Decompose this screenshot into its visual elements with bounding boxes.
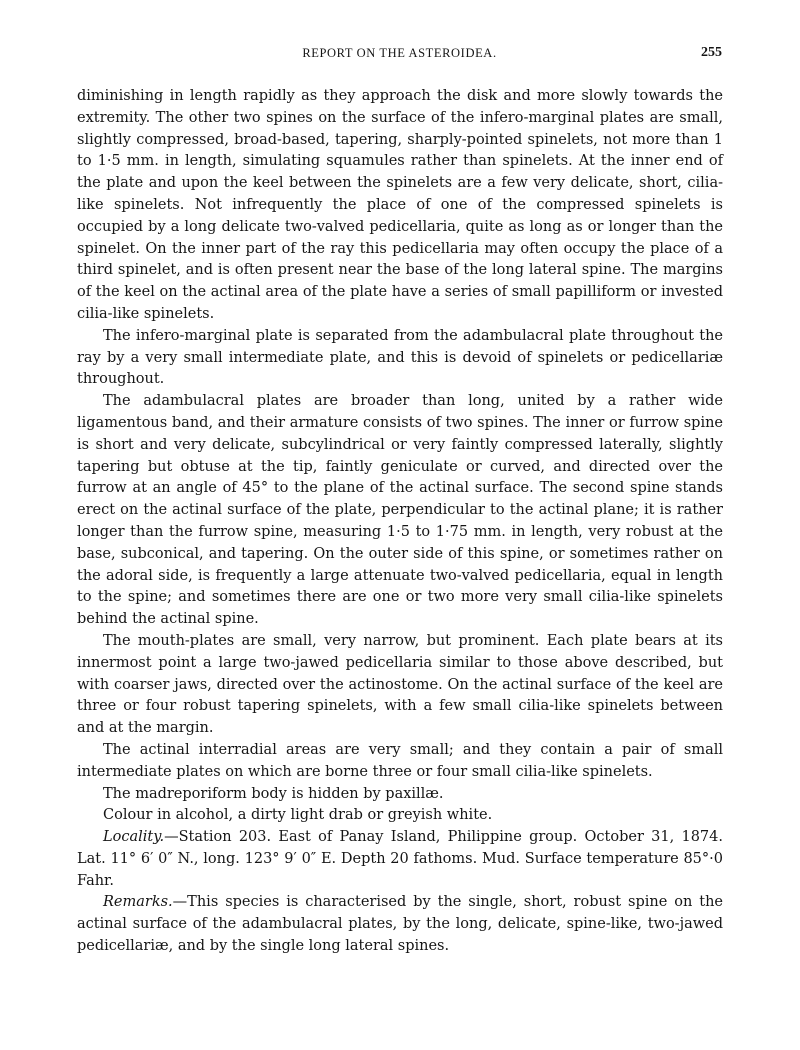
paragraph-remarks — [77, 892, 723, 957]
paragraph-mouth-plates — [77, 631, 723, 740]
paragraph-colour — [77, 805, 723, 827]
body-text — [77, 86, 723, 958]
page-number: 255 — [701, 45, 722, 60]
paragraph-interradial-areas — [77, 740, 723, 784]
page-header — [77, 46, 722, 66]
paragraph-text: The mouth-plates are small, very narrow, but prominent. Each plate bears at its innermost point a large two-jawed pedicellaria similar to those above described, but with coarser jaws, directed over the actinostome. On the actinal surface of the keel are three or four robust tapering spinelets, with a few small cilia-like spinelets between and at the margin. — [77, 632, 723, 737]
paragraph-infero-marginal-plate — [77, 326, 723, 391]
paragraph-text: The adambulacral plates are broader than long, united by a rather wide ligamentous band, and their armature consists of two spines. The inner or furrow spine is short and very delicate, subcylindrical or very faintly compressed laterally, slightly tapering but obtuse at the tip, faintly geniculate or curved, and directed over the furrow at an angle of 45° to the plane of the actinal surface. The second spine stands erect on the actinal surface of the plate, perpendicular to the actinal plane; it is rather longer than the furrow spine, measuring 1·5 to 1·75 mm. in length, very robust at the base, subconical, and tapering. On the outer side of this spine, or sometimes rather on the adoral side, is frequently a large attenuate two-valved pedicellaria, equal in length to the spine; and sometimes there are one or two more very small cilia-like spinelets behind the actinal spine. — [77, 393, 723, 628]
locality-heading: Locality. — [103, 829, 165, 846]
running-title: REPORT ON THE ASTEROIDEA. — [302, 46, 497, 60]
paragraph-text: —This species is characterised by the single, short, robust spine on the actinal surface of the adambulacral plates, by the long, delicate, spine-like, two-jawed pedicellariæ, and by the single long lateral spines. — [77, 894, 723, 955]
paragraph-text: The infero-marginal plate is separated from the adambulacral plate throughout the ray by a very small intermediate plate, and this is devoid of spinelets or pedicellariæ throughout. — [77, 327, 723, 388]
paragraph-text: The actinal interradial areas are very small; and they contain a pair of small intermediate plates on which are borne three or four small cilia-like spinelets. — [77, 741, 723, 780]
paragraph-madreporiform-body — [77, 784, 723, 806]
paragraph-adambulacral-plates — [77, 391, 723, 631]
paragraph-text: The madreporiform body is hidden by paxillæ. — [103, 785, 444, 802]
paragraph-text: —Station 203. East of Panay Island, Philippine group. October 31, 1874. Lat. 11° 6′ 0″ N., long. 123° 9′ 0″ E. Depth 20 fathoms. Mud. Surface temperature 85°·0 Fahr. — [77, 829, 723, 889]
paragraph-text: Colour in alcohol, a dirty light drab or greyish white. — [103, 807, 493, 824]
remarks-heading: Remarks. — [103, 894, 173, 911]
paragraph-text: diminishing in length rapidly as they approach the disk and more slowly towards the extremity. The other two spines on the surface of the infero-marginal plates are small, slightly compressed, broad-based, tapering, sharply-pointed spinelets, not more than 1 to 1·5 mm. in length, simulating squamules rather than spinelets. At the inner end of the plate and upon the keel between the spinelets are a few very delicate, short, cilia-like spinelets. Not infrequently the place of one of the compressed spinelets is occupied by a long delicate two-valved pedicellaria, quite as long as or longer than the spinelet. On the inner part of the ray this pedicellaria may often occupy the place of a third spinelet, and is often present near the base of the long lateral spine. The margins of the keel on the actinal area of the plate have a series of small papilliform or invested cilia-like spinelets. — [77, 88, 723, 322]
paragraph-spines-continued — [77, 86, 723, 326]
paragraph-locality — [77, 827, 723, 892]
